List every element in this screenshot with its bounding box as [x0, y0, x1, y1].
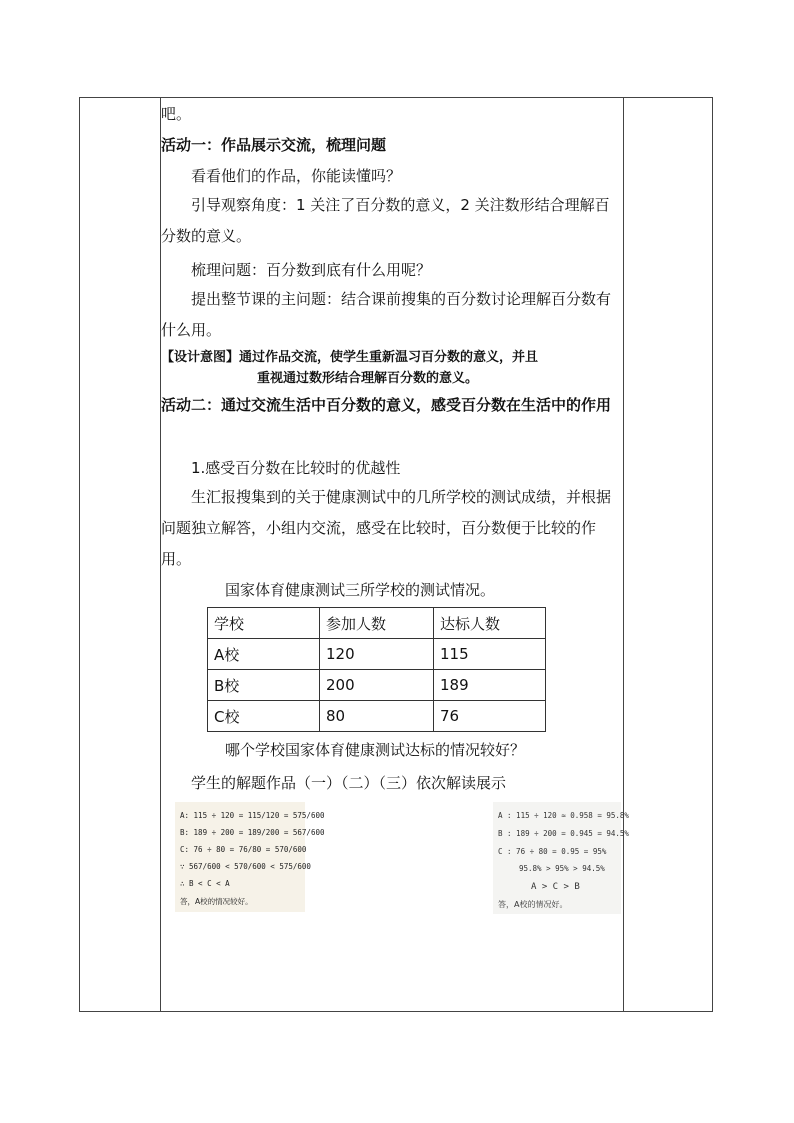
- table-cell: 120: [320, 639, 434, 670]
- work2-line: 95.8% > 95% > 94.5%: [519, 864, 605, 873]
- table-header-cell: 学校: [208, 608, 320, 639]
- paragraph-read-works: 看看他们的作品，你能读懂吗？: [191, 167, 402, 185]
- table-header-cell: 参加人数: [320, 608, 434, 639]
- design-intent: [161, 347, 623, 389]
- work2-line: C : 76 ÷ 80 = 0.95 = 95%: [498, 847, 607, 856]
- section-one-title: 1.感受百分数在比较时的优越性: [191, 459, 401, 477]
- activity-two-heading: 活动二：通过交流生活中百分数的意义，感受百分数在生活中的作用: [161, 396, 612, 414]
- school-test-table: [207, 607, 546, 732]
- work1-line: B: 189 ÷ 200 = 189/200 = 567/600: [180, 828, 325, 837]
- question-text: 哪个学校国家体育健康测试达标的情况较好？: [225, 741, 526, 759]
- table-cell: 200: [320, 670, 434, 701]
- paragraph-continuation: 吧。: [161, 105, 192, 123]
- table-header-cell: 达标人数: [434, 608, 546, 639]
- work1-line: ∵ 567/600 < 570/600 < 575/600: [180, 862, 311, 871]
- table-header-row: [208, 608, 546, 639]
- table-cell: 189: [434, 670, 546, 701]
- table-cell: B校: [208, 670, 320, 701]
- work2-line: A > C > B: [531, 882, 580, 892]
- work2-line: B : 189 ÷ 200 = 0.945 = 94.5%: [498, 829, 629, 838]
- work1-line: 答，A校的情况较好。: [180, 897, 253, 906]
- table-cell: 115: [434, 639, 546, 670]
- student-work-photo-2: [493, 802, 629, 914]
- student-work-photo-1: [175, 802, 325, 912]
- student-work-photo-1-canvas: [175, 802, 325, 912]
- paragraph-sort-question: 梳理问题：百分数到底有什么用呢？: [191, 261, 432, 279]
- paragraph-student-works: 学生的解题作品（一）（二）（三）依次解读展示: [191, 774, 507, 792]
- paragraph-health-test: 生汇报搜集到的关于健康测试中的几所学校的测试成绩，并根据问题独立解答，小组内交流，感受在比较时，百分数便于比较的作用。: [161, 488, 612, 568]
- design-intent-line2: 重视通过数形结合理解百分数的意义。: [257, 371, 479, 386]
- table-cell: 76: [434, 701, 546, 732]
- work2-line: 答，A校的情况好。: [498, 900, 568, 909]
- work1-line: A: 115 ÷ 120 = 115/120 = 575/600: [180, 811, 325, 820]
- student-work-photo-2-canvas: [493, 802, 629, 914]
- work1-line: C: 76 ÷ 80 = 76/80 = 570/600: [180, 845, 307, 854]
- paragraph-observation-angle: 引导观察角度：1 关注了百分数的意义，2 关注数形结合理解百分数的意义。: [161, 196, 610, 245]
- paragraph-main-question: 提出整节课的主问题：结合课前搜集的百分数讨论理解百分数有什么用。: [161, 290, 612, 339]
- work2-line: A : 115 ÷ 120 ≈ 0.958 = 95.8%: [498, 811, 629, 820]
- activity-one-heading: 活动一：作品展示交流，梳理问题: [161, 136, 387, 154]
- work1-line: ∴ B < C < A: [180, 879, 230, 888]
- table-caption: 国家体育健康测试三所学校的测试情况。: [225, 581, 496, 599]
- table-row: [208, 670, 546, 701]
- table-cell: A校: [208, 639, 320, 670]
- design-intent-line1: 【设计意图】通过作品交流，使学生重新温习百分数的意义，并且: [161, 350, 539, 365]
- table-row: [208, 639, 546, 670]
- table-row: [208, 701, 546, 732]
- table-cell: 80: [320, 701, 434, 732]
- table-cell: C校: [208, 701, 320, 732]
- column-divider-right: [623, 97, 624, 1012]
- design-intent-tag: 【设计意图】: [161, 350, 240, 365]
